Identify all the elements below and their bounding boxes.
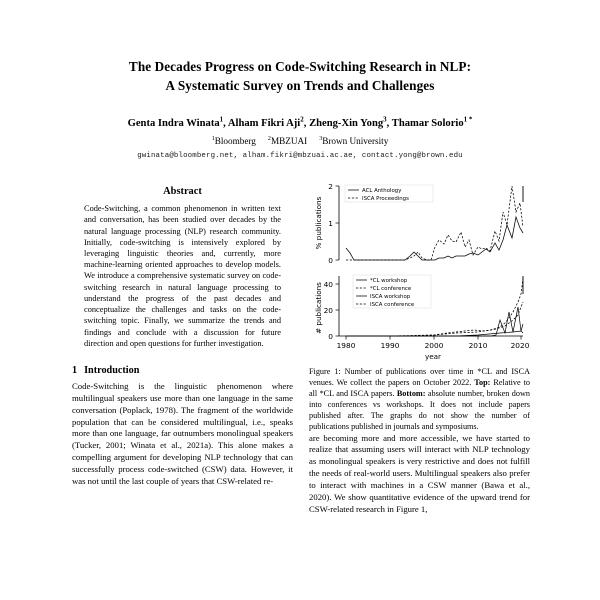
top-series-acl-anthology [346, 217, 523, 260]
bottom-legend-label-1: *CL workshop [370, 278, 408, 285]
bottom-xtick-label-1990: 1990 [380, 341, 400, 351]
bottom-legend-label-3: ISCA workshop [370, 294, 411, 301]
author-2-name: Alham Fikri Aji [227, 118, 301, 130]
top-subplot [314, 182, 523, 265]
introduction-number: 1 [72, 365, 78, 377]
top-ytick-label-0: 0 [328, 256, 333, 266]
abstract-body: Code-Switching, a common phenomenon in written text and conversation, has been studied over decades by the natural language processing (NLP) research community. Initially, code-switching is intensively explored by leveraging linguistic theories and, currently, more machine-learning oriented approaches to develop models. We introduce a comprehensive systematic survey on code-switching research in natural language processing to understand the progress of the past decades and conceptualize the challenges and tasks on the code-switching topic. Finally, we summarize the trends and findings and conclude with a discussion for future direction and open questions for further investigation. [84, 204, 281, 348]
author-3 [309, 115, 387, 130]
bottom-series-cl-workshop [346, 307, 523, 336]
bottom-x-axis-label: year [424, 352, 442, 362]
paper-header [0, 0, 600, 160]
bottom-ytick-label-20: 20 [323, 306, 333, 316]
affiliation-1-sup: 1 [211, 136, 215, 143]
top-ytick-label-2: 2 [328, 182, 333, 192]
author-1-name: Genta Indra Winata [127, 118, 220, 130]
page-title [72, 58, 528, 95]
right-column-body: are becoming more and more accessible, we have started to realize that assuming users will interact with NLP technology as monolingual speakers is very restrictive and does not fulfill the needs of real-world users. Multilingual speakers also prefer to interact with machines in a CSW manner (Bawa et al., 2020). We show quantitative evidence of the upward trend for CSW-related research in Figure 1, [309, 432, 530, 514]
author-1-sup: 1 [219, 115, 224, 124]
figure-caption-bottom-label: Bottom: [396, 388, 426, 398]
title-line-2: A Systematic Survey on Trends and Challenges [165, 77, 435, 93]
author-list [72, 117, 528, 132]
affiliation-3 [319, 136, 388, 146]
affiliation-3-name: Brown University [322, 136, 389, 147]
author-sep-1: , [223, 118, 228, 130]
author-sep-3: , [386, 118, 392, 130]
right-column [309, 176, 530, 515]
title-line-1: The Decades Progress on Code-Switching Research in NLP: [128, 59, 472, 74]
bottom-legend-label-2: *CL conference [370, 286, 412, 293]
author-2 [227, 115, 304, 130]
affiliation-1 [212, 136, 256, 146]
figure-1-plot-area [309, 178, 530, 363]
bottom-ytick-label-0: 0 [328, 332, 333, 342]
author-4-sup: 1 * [463, 115, 473, 124]
author-3-name: Zheng-Xin Yong [309, 118, 384, 130]
author-4-name: Thamar Solorio [391, 118, 464, 130]
figure-caption-part-2: Relative to all *CL and ISCA papers. [309, 378, 530, 398]
affiliation-2-sup: 2 [267, 136, 271, 143]
top-ytick-label-1: 1 [328, 219, 333, 229]
figure-caption-part-3: absolute number, broken down into conferences vs workshops. It does not include papers published after. The graphs do not show the number of publications published in journals and symposiums. [309, 388, 530, 431]
top-y-axis-label: % publications [314, 196, 323, 250]
top-legend-label-1: ACL Anthology [362, 188, 402, 195]
figure-1-caption [309, 367, 530, 432]
author-3-sup: 3 [383, 115, 387, 124]
affiliation-2-name: MBZUAI [270, 136, 308, 147]
author-1 [127, 115, 224, 130]
bottom-ytick-label-40: 40 [323, 280, 333, 290]
left-column [72, 176, 293, 515]
author-2-sup: 2 [300, 115, 304, 124]
top-legend-label-2: ISCA Proceedings [362, 196, 409, 203]
figure-1 [309, 178, 530, 432]
bottom-y-axis-label: # publications [314, 282, 323, 335]
bottom-xtick-label-2000: 2000 [424, 341, 444, 351]
two-column-body [0, 160, 600, 515]
bottom-legend-label-4: ISCA conference [370, 302, 415, 309]
abstract-heading: Abstract [163, 186, 202, 198]
introduction-heading [72, 365, 293, 376]
bottom-xtick-label-1980: 1980 [336, 341, 356, 351]
affiliation-1-name: Bloomberg [214, 136, 256, 147]
introduction-heading-label: Introduction [84, 365, 140, 377]
publications-over-time-chart [309, 178, 530, 363]
introduction-body: Code-Switching is the linguistic phenomenon where multilingual speakers use more than one language in the same conversation (Poplack, 1978). The fragment of the worldwide population that can be considered multilingual, i.e., speaks more than one language, far outnumbers monolingual speakers (Tucker, 2001; Winata et al., 2021a). This alone makes a compelling argument for developing NLP technology that can successfully process code-switched (CSW) data. However, it was not until the last couple of years that CSW-related re- [72, 381, 293, 486]
bottom-subplot [314, 275, 530, 361]
figure-caption-top-label: Top: [474, 378, 491, 388]
author-4 [391, 115, 473, 130]
figure-caption-part-1: Figure 1: Number of publications over time in *CL and ISCA venues. We collect the papers on October 2022. [309, 367, 530, 388]
author-emails: gwinata@bloomberg.net, alham.fikri@mbzuai.ac.ae, contact.yong@brown.edu [137, 152, 463, 161]
bottom-xtick-label-2020: 2020 [510, 341, 530, 351]
bottom-xtick-label-2010: 2010 [468, 341, 488, 351]
affiliation-2 [268, 136, 307, 146]
affiliation-list [72, 135, 528, 148]
author-sep-2: , [303, 118, 310, 130]
affiliation-3-sup: 3 [319, 136, 323, 143]
